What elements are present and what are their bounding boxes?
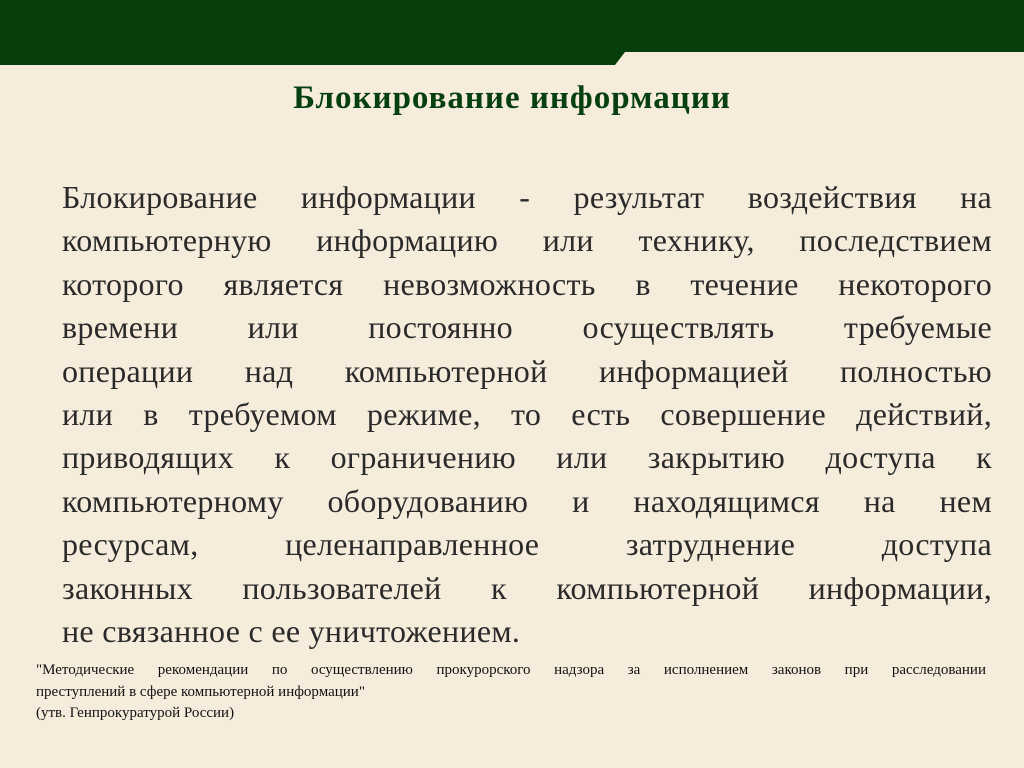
text-line: ресурсам, целенаправленное затруднение доступа xyxy=(62,526,992,563)
header-band xyxy=(0,0,1024,66)
text-line: законных пользователей к компьютерной информации, xyxy=(62,569,992,606)
source-citation xyxy=(36,660,986,725)
citation-line: преступлений в сфере компьютерной информации" xyxy=(36,683,365,700)
text-line: операции над компьютерной информацией полностью xyxy=(62,352,992,389)
text-line: времени или постоянно осуществлять требуемые xyxy=(62,309,992,346)
definition-text xyxy=(62,176,992,653)
citation-line: "Методические рекомендации по осуществлению прокурорского надзора за исполнением законов при расследовании xyxy=(36,662,986,678)
citation-line: (утв. Генпрокуратурой России) xyxy=(36,705,235,721)
text-line: которого является невозможность в течение некоторого xyxy=(62,265,992,302)
text-line: не связанное с ее уничтожением. xyxy=(62,612,521,649)
slide-title: Блокирование информации xyxy=(293,80,731,116)
text-line: Блокирование информации - результат воздействия на xyxy=(62,179,992,215)
text-line: или в требуемом режиме, то есть совершение действий, xyxy=(62,395,992,432)
text-line: компьютерную информацию или технику, последствием xyxy=(62,222,992,259)
text-line: приводящих к ограничению или закрытию доступа к xyxy=(62,439,992,476)
text-line: компьютерному оборудованию и находящимся на нем xyxy=(62,482,992,519)
